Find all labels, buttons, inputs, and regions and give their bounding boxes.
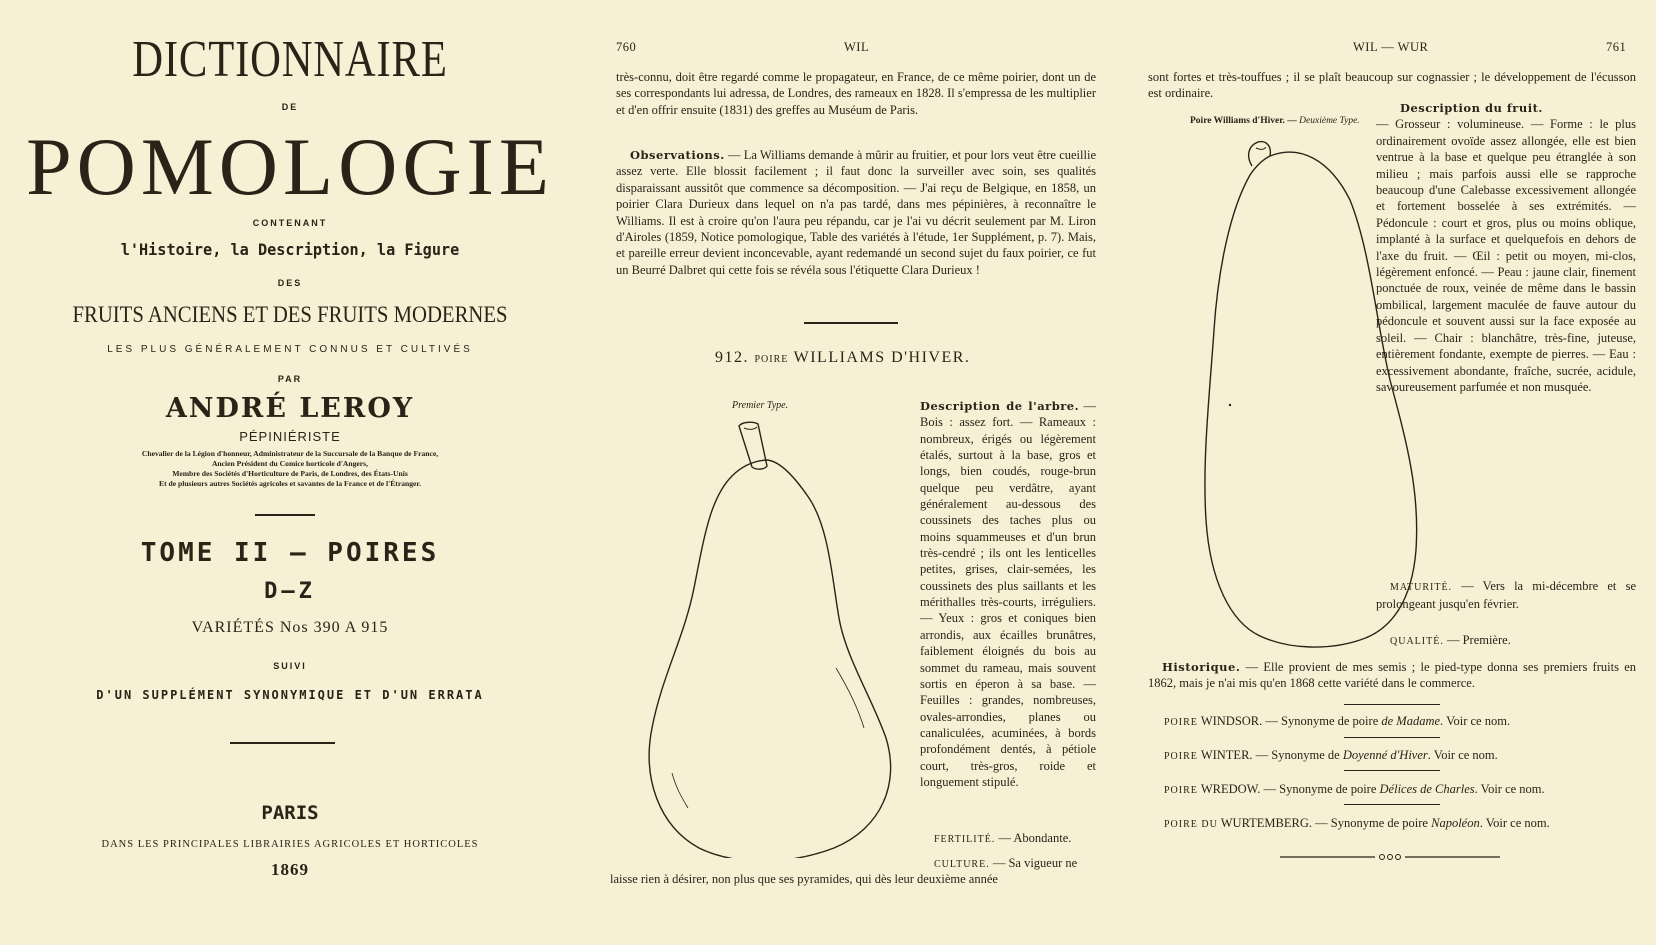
entry-heading: [715, 349, 970, 367]
synonym-prefix: POIRE DU: [1164, 819, 1218, 830]
synonym-name: WINDSOR.: [1200, 714, 1263, 728]
pear-illustration-first-type: [624, 418, 914, 858]
synonym-entry: [1164, 714, 1510, 729]
synonym-prefix: POIRE: [1164, 751, 1198, 762]
last-line: laisse rien à désirer, non plus que ses pyramides, qui dès leur deuxième année: [610, 872, 998, 886]
title-par: PAR: [277, 374, 303, 384]
observations-paragraph: [616, 147, 1096, 278]
synonym-text: — Synonyme de poire: [1260, 782, 1380, 796]
historique-text: — Elle provient de mes semis ; le pied-type donna ses premiers fruits en 1862, mais je n'ai mis qu'en 1868 cette variété dans le commerce.: [1148, 660, 1636, 691]
figure-caption-main: Poire Williams d'Hiver. —: [1190, 116, 1297, 126]
fertilite-text: — Abondante.: [995, 831, 1072, 845]
title-paris: PARIS: [261, 802, 319, 824]
arbre-label: Description de l'arbre.: [920, 399, 1080, 413]
title-des: DES: [277, 278, 303, 288]
section-divider: [1344, 804, 1440, 805]
fruit-label: Description du fruit.: [1400, 101, 1543, 115]
title-fruits: FRUITS ANCIENS ET DES FRUITS MODERNES: [72, 302, 508, 327]
title-histoire: l'Histoire, la Description, la Figure: [120, 240, 460, 259]
figure-caption: [1190, 116, 1360, 126]
historique-label: Historique.: [1162, 660, 1241, 674]
entry-prefix: POIRE: [754, 354, 789, 365]
entry-number: 912.: [715, 349, 749, 366]
title-pomologie: POMOLOGIE: [26, 121, 554, 212]
observations-label: Observations.: [630, 148, 725, 162]
fruit-text: — Grosseur : volumineuse. — Forme : le plus ordinairement ovoïde assez allongée, elle est bien ventrue à la base et quelque peu étranglée à son milieu ; mais parfois aussi elle se rapproche beaucoup d'une Calebasse excessivement allongée et fortement bosselée à ses extrémités. — Pédoncule : court et gros, plus ou moins oblique, implanté à la surface et quelquefois en dehors de l'axe du fruit. — Œil : petit ou moyen, mi-clos, légèrement enfoncé. — Peau : jaune clair, finement ponctuée de roux, veinée de même dans le bassin ombilical, largement maculée de fauve autour du pédoncule et souvent aussi sur la face exposée au soleil. — Chair : blanchâtre, très-fine, juteuse, entièrement fondante, exempte de pierres. — Eau : excessivement abondante, fraîche, sucrée, acidule, savoureusement parfumée et non musquée.: [1376, 117, 1636, 394]
title-suivi: SUIVI: [273, 661, 307, 671]
title-les-plus: LES PLUS GÉNÉRALEMENT CONNUS ET CULTIVÉS: [107, 344, 473, 355]
title-divider: [255, 514, 315, 516]
title-dictionnaire: DICTIONNAIRE: [132, 31, 448, 88]
title-supplement: D'UN SUPPLÉMENT SYNONYMIQUE ET D'UN ERRATA: [96, 688, 484, 702]
synonym-end: . Voir ce nom.: [1474, 782, 1545, 796]
title-varietes: VARIÉTÉS Nos 390 A 915: [191, 619, 389, 636]
culture-text: — Sa vigueur ne: [989, 856, 1078, 870]
synonym-text: — Synonyme de poire: [1262, 714, 1382, 728]
page-number: 761: [1606, 40, 1627, 54]
synonym-entry: [1164, 782, 1545, 797]
qualite-label: QUALITÉ.: [1390, 636, 1444, 647]
title-contenant: CONTENANT: [252, 218, 328, 228]
section-divider: [1344, 770, 1440, 771]
figure-caption: Premier Type.: [732, 400, 789, 411]
title-page: [0, 0, 580, 945]
fruit-description: [1376, 100, 1636, 395]
observations-text: — La Williams demande à mûrir au fruitier, et pour lors veut être cueillie assez verte. Elle blossit facilement ; il faut donc la surveiller avec soin, ses qualités disparaissant aussitôt que commence sa décomposition. — J'ai reçu de Belgique, en 1858, un poirier Clara Durieux dans lequel on n'a pas tardé, dans mes pépinières, à reconnaître le Williams. Il est à croire qu'on l'aura peu répandu, car je l'ai vu décrit seulement par M. Liron d'Airoles (1859, Notice pomologique, Table des variétés à l'étude, 1er Supplément, p. 7). Mais, et pareille erreur devient inconcevable, ayant redemandé un second sujet du faux poirier, ce fut un Beurré Dalbret qui cette fois se révéla sous l'étiquette Clara Durieux !: [616, 148, 1096, 277]
title-dz: D—Z: [264, 579, 316, 604]
end-ornament: [1280, 852, 1500, 862]
synonym-name: WREDOW.: [1200, 782, 1261, 796]
maturite-label: MATURITÉ.: [1390, 582, 1453, 593]
title-credentials: [80, 449, 500, 489]
credential-line: Chevalier de la Légion d'honneur, Administrateur de la Succursale de la Banque de France,: [141, 449, 439, 458]
section-divider: [1344, 737, 1440, 738]
title-divider: [230, 742, 335, 744]
running-head: WIL — WUR: [1353, 40, 1429, 54]
figure-caption-type: Deuxième Type.: [1299, 116, 1360, 126]
arbre-text: — Bois : assez fort. — Rameaux : nombreux, érigés ou légèrement étalés, surtout à la base, gros et longs, bien coudés, rouge-brun quelque peu verdâtre, ayant généralement au-dessous des coussinets des taches plus ou moins squammeuses et d'un brun très-cendré ; ils ont les lenticelles petites, grises, clair-semées, les coussinets des plus saillants et les mérithalles très-courts, irréguliers. — Yeux : gros et coniques bien arrondis, aux écailles brunâtres, faiblement éloignés du bois au sommet du rameau, mais souvent sortis en éperon à sa base. — Feuilles : grandes, nombreuses, ovales-arrondies, planes ou canaliculées, acuminées, à bords profondément dentés, à pétiole court, très-gros, roide et longuement stipulé.: [920, 399, 1096, 789]
page-760: [600, 0, 1100, 945]
running-head: WIL: [844, 40, 870, 54]
intro-paragraph: sont fortes et très-touffues ; il se plaît beaucoup sur cognassier ; le développement de l'écusson est ordinaire.: [1148, 70, 1636, 101]
synonym-text: — Synonyme de: [1252, 748, 1343, 762]
arbre-description: [920, 398, 1096, 790]
synonym-prefix: POIRE: [1164, 717, 1198, 728]
synonym-entry: [1164, 748, 1498, 763]
fertilite-label: FERTILITÉ.: [934, 834, 996, 845]
qualite-text: — Première.: [1443, 633, 1511, 647]
synonym-name: WURTEMBERG.: [1220, 816, 1313, 830]
title-pepinieriste: PÉPINIÉRISTE: [239, 429, 341, 444]
synonym-prefix: POIRE: [1164, 785, 1198, 796]
synonym-ref: Napoléon: [1431, 816, 1480, 830]
section-divider: [1344, 704, 1440, 705]
credential-line: Membre des Sociétés d'Horticulture de Paris, de Londres, des États-Unis: [172, 469, 408, 478]
entry-name: WILLIAMS D'HIVER.: [793, 349, 971, 366]
synonym-text: — Synonyme de poire: [1312, 816, 1432, 830]
maturite-line: [1376, 578, 1636, 613]
title-author: ANDRÉ LEROY: [165, 393, 415, 424]
synonym-name: WINTER.: [1200, 748, 1253, 762]
page-number: 760: [616, 40, 637, 54]
qualite-line: [1376, 632, 1636, 650]
synonym-ref: de Madame: [1381, 714, 1441, 728]
synonym-end: . Voir ce nom.: [1427, 748, 1498, 762]
maturite-text: — Vers la mi-décembre et se prolongeant jusqu'en février.: [1376, 579, 1636, 612]
culture-label: CULTURE.: [934, 859, 990, 870]
credential-line: Et de plusieurs autres Sociétés agricoles et savantes de la France et de l'Étranger.: [159, 479, 421, 488]
title-dans: DANS LES PRINCIPALES LIBRAIRIES AGRICOLES ET HORTICOLES: [101, 839, 479, 850]
synonym-ref: Doyenné d'Hiver: [1342, 748, 1428, 762]
synonym-ref: Délices de Charles: [1379, 782, 1475, 796]
title-tome: TOME II — POIRES: [140, 538, 440, 568]
page-761: [1140, 0, 1640, 945]
historique-paragraph: [1148, 659, 1636, 692]
synonym-end: . Voir ce nom.: [1479, 816, 1550, 830]
title-year: 1869: [271, 860, 309, 879]
title-de: DE: [281, 102, 299, 112]
section-divider: [804, 322, 898, 324]
synonym-entry: [1164, 816, 1550, 831]
synonym-end: . Voir ce nom.: [1440, 714, 1511, 728]
fertilite-line: [934, 830, 1096, 848]
credential-line: Ancien Président du Comice horticole d'Angers,: [211, 459, 369, 468]
intro-paragraph: très-connu, doit être regardé comme le propagateur, en France, de ce même poirier, dont un de ses correspondants lui adressa, de Londres, des rameaux en 1828. Il s'empressa de les multiplier et d'en offrir ensuite (1831) des greffes au Muséum de Paris.: [616, 70, 1096, 117]
